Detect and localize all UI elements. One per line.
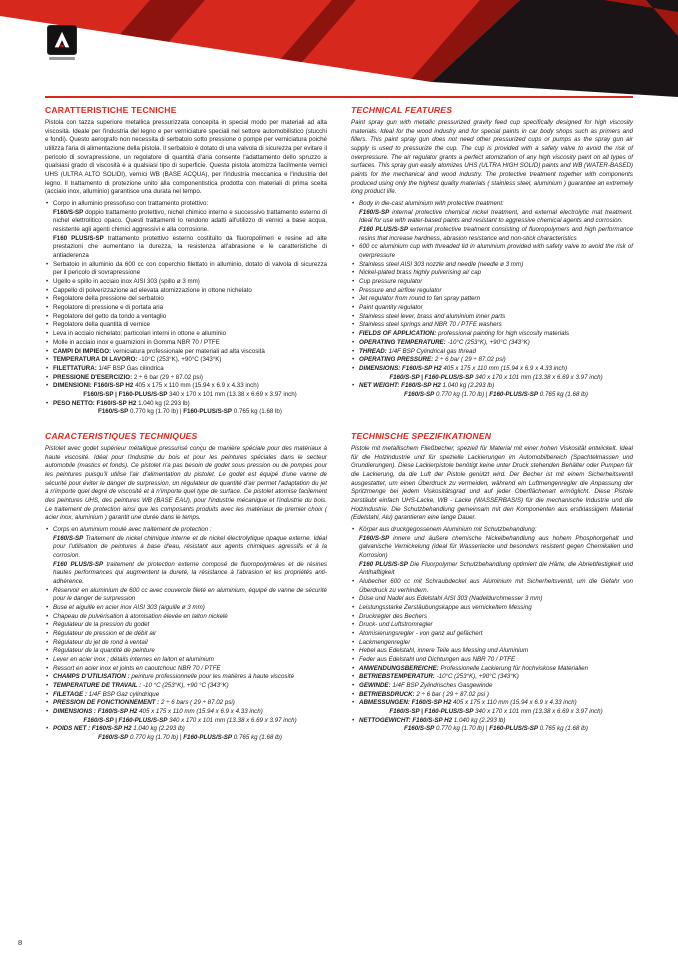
spec-text: Stainless steel springs and NBR 70 / PTFE washers — [359, 321, 502, 329]
spec-text: Jet regulator from round to fan spray pattern — [359, 295, 481, 303]
brand-logo-caption-bar — [49, 57, 75, 60]
bullet-marker: • — [46, 304, 49, 312]
spec-item — [45, 613, 327, 622]
spec-item — [351, 578, 633, 595]
spec-item — [351, 526, 633, 535]
spec-item — [351, 656, 633, 665]
section-english — [351, 104, 633, 417]
spec-text: Lever en acier inox ; détails internes en laiton et aluminium — [53, 656, 214, 664]
spec-text: FILETTATURA: 1/4F BSP Gas cilindrica — [53, 364, 164, 372]
section-intro: Pistolet avec godet supérieur métallique pressurisé conçu de manière spéciale pour des matériaux à haute viscosité. Idéal pour l'industrie du bois et pour les peintures spéciales dans le secteur automobile (mastics et fonds). Ce pistolet n'a pas besoin de godet sous pression ou de pompes pour les peintures puisqu'il utilise l'air d'alimentation du pistolet. Le godet est équipé d'une vanne de sécurité pour éviter le danger de surpression, un régulateur de quantité d'air permet l'adaptation du jet à n'importe quel degré de viscosité et à n'importe quel type de surface. Ce pistolet atomise facilement des peintures UHS, des peintures WB (BASE EAU), pour l'industrie mécanique et l'industrie du bois. Le traitement de protection ainsi que les composants produits avec les matériaux de premier choix ( acier inox, aluminium ) garantit une durée dans le temps. — [45, 444, 327, 522]
spec-item — [45, 400, 327, 409]
spec-item — [351, 682, 633, 691]
spec-text: PESO NETTO: F160/S-SP H2 1.040 kg (2.293 lb) — [53, 399, 190, 407]
spec-item — [351, 261, 633, 270]
spec-text: Réservoir en aluminium de 600 cc avec couvercle fileté en aluminium, équipé de vanne de sécurité pour le danger de surpression — [53, 586, 327, 603]
spec-text: F160/S-SP doppio trattamento protettivo, nichel chimico interno e successivo trattamento esterno di nichel elettrolitico opaco. Questi trattamenti lo rendono adatti all'utilizzo di vernici a base acqua, resistente agli agenti chimici aggressivi e alla corrosione. — [53, 208, 327, 234]
bullet-marker: • — [352, 690, 355, 698]
spec-item — [351, 356, 633, 365]
spec-item — [351, 269, 633, 278]
bullet-marker: • — [46, 690, 49, 698]
section-intro: Paint spray gun with metallic pressurized gravity feed cup specifically designed for high viscosity materials. Ideal for the wood industry and for special paints in car body shops such as primers and fillers. This paint spray gun does not need other pressurized cups or pumps as the spray gun air supply is used to pressurize the cup. The cup is provided with a safety valve to avoid the risk of overpressure. The air regulator grants a perfect atomization of any high viscosity paint on all types of surfaces. This spray gun easily atomizes UHS (ULTRA HIGH SOLID) paints and WB (WATER-BASED) paints for the mechanical and wood industry. The protective treatment together with components produced using only the highest quality materials ( stainless steel, aluminium ) guarantee an extremely long product life. — [351, 119, 633, 196]
spec-text: NETTOGEWICHT: F160/S-SP H2 1.040 kg (2.293 lb) — [359, 716, 506, 724]
bullet-marker: • — [352, 286, 355, 294]
bullet-marker: • — [46, 604, 49, 611]
spec-item — [45, 295, 327, 304]
spec-item — [351, 708, 633, 717]
bullet-marker: • — [352, 673, 355, 681]
spec-text: POIDS NET : F160/S-SP H2 1.040 kg (2.293 lb) — [53, 725, 185, 733]
spec-text: Lackmengenregler — [359, 638, 411, 646]
bullet-marker: • — [46, 673, 49, 681]
spec-text: Leva in acciaio nichelato; particolari interni in ottone e alluminio — [53, 330, 227, 338]
section-heading: CARACTERISTIQUES TECHNIQUES — [45, 430, 198, 441]
bullet-marker: • — [46, 525, 49, 533]
bullet-marker: • — [352, 716, 355, 724]
bullet-marker: • — [46, 260, 49, 268]
spec-item — [351, 365, 633, 374]
bullet-marker: • — [352, 347, 355, 355]
spec-item — [351, 604, 633, 613]
spec-item — [45, 682, 327, 691]
bullet-marker: • — [352, 612, 355, 620]
spec-item — [351, 295, 633, 304]
spec-item — [45, 356, 327, 365]
spec-text: OPERATING TEMPERATURE: -10°C (253°K), +90°C (343°K) — [359, 338, 530, 346]
bullet-marker: • — [352, 321, 355, 329]
spec-item — [45, 348, 327, 357]
spec-item — [351, 321, 633, 330]
bullet-marker: • — [46, 200, 49, 208]
spec-item — [45, 278, 327, 287]
spec-item — [45, 604, 327, 613]
spec-text: FIELDS OF APPLICATION: professional painting for high viscosity materials — [359, 330, 570, 338]
bullet-marker: • — [46, 382, 49, 390]
spec-text: Nickel-plated brass highly pulverising air cap — [359, 269, 482, 277]
bullet-marker: • — [46, 321, 49, 329]
spec-item — [351, 699, 633, 708]
spec-text: F160/S-SP 0.770 kg (1.70 lb) | F160-PLUS/S-SP 0.765 kg (1.68 lb) — [404, 725, 588, 733]
spec-item — [351, 647, 633, 656]
spec-text: Alubecher 600 cc mit Schraubdeckel aus Aluminium mit Sicherheitsventil, um die Gefahr von Überdruck zu verhindern. — [359, 577, 633, 594]
bullet-marker: • — [46, 338, 49, 346]
spec-list — [45, 526, 327, 743]
spec-text: ANWENDUNGSBEREICHE: Professionelle Lackierung für hochviskose Materialien — [359, 664, 589, 672]
spec-item — [45, 587, 327, 604]
spec-list — [351, 200, 633, 399]
bullet-marker: • — [352, 295, 355, 303]
bullet-marker: • — [46, 708, 49, 716]
spec-text: THREAD: 1/4F BSP Cylindrical gas thread — [359, 347, 476, 355]
section-intro: Pistola con tazza superiore metallica pressurizzata concepita in special modo per materiali ad alta viscosità. Ideale per l'industria del legno e per verniciature speciali nel settore automobilistico (stucchi e fondi). Questo aerografo non necessita di serbatoio sotto pressione o pompe per verniciatura poiché utilizza l'aria di alimentazione della pistola. Il serbatoio è dotato di una valvola di sicurezza per evitare il pericolo di sovrapressione, un regolatore di quantità d'aria consente l'adattamento dello spruzzo a qualsiasi grado di viscosità e a qualsiasi tipo di superficie. Questa pistola atomizza facilmente vernici UHS (ULTRA ALTO SOLIDI), vernici WB (BASE ACQUA), per l'industria meccanica e l'industria del legno. Il trattamento di protezione unito alla componentistica prodotta con materiali di prima scelta (acciaio inox, alluminio) garantisce una durata nel tempo. — [45, 119, 327, 196]
bullet-marker: • — [352, 656, 355, 664]
bullet-marker: • — [46, 699, 49, 707]
spec-item — [351, 278, 633, 287]
header-banner-decoration — [0, 0, 678, 100]
spec-item — [45, 708, 327, 717]
spec-text: TEMPERATURE DE TRAVAIL : -10 °C (253°K), +90 °C (343°K) — [53, 682, 229, 690]
bullet-marker: • — [352, 604, 355, 611]
spec-item — [351, 243, 633, 260]
spec-text: Régulateur de la quantité de peinture — [53, 647, 155, 655]
spec-text: 600 cc aluminium cup with threaded lid in aluminium provided with safety valve to avoid the risk of overpressure — [359, 243, 633, 260]
page-number: 8 — [18, 938, 23, 947]
spec-text: Ressort en acier inox et joints en caoutchouc NBR 70 / PTFE — [53, 664, 221, 672]
spec-item — [45, 321, 327, 330]
bullet-marker: • — [46, 295, 49, 303]
spec-item — [45, 330, 327, 339]
bullet-marker: • — [46, 373, 49, 381]
section-german — [351, 430, 633, 743]
bullet-marker: • — [46, 286, 49, 294]
spec-text: BETRIEBSDRUCK: 2 ÷ 6 bar ( 29 ÷ 87.02 psi ) — [359, 690, 489, 698]
spec-item — [351, 313, 633, 322]
spec-text: Stainless steel lever, brass and aluminium inner parts — [359, 312, 506, 320]
spec-text: Molle in acciaio inox e guarnizioni in Gomma NBR 70 / PTFE — [53, 338, 220, 346]
section-heading: TECHNICAL FEATURES — [351, 105, 453, 115]
bullet-marker: • — [46, 621, 49, 629]
spec-item — [351, 561, 633, 578]
spec-text: Corpo in alluminio pressofuso con trattamento protettivo: — [53, 200, 209, 208]
spec-item — [45, 665, 327, 674]
spec-text: Ugello e spillo in acciaio inox AISI 303 (spillo ø 3 mm) — [53, 278, 200, 286]
spec-text: Buse et aiguille en acier inox AISI 303 (aiguille ø 3 mm) — [53, 604, 205, 611]
spec-text: F160/S-SP innere und äußere chemische Nickelbehandlung aus hohem Phosphorgehalt und galvanische Vernickelung (ideal für Wasserlacke und besonders resistent gegen Chemikalien und Korrosion) — [359, 534, 633, 559]
bullet-marker: • — [46, 347, 49, 355]
spec-item — [351, 330, 633, 339]
spec-text: GEWINDE: 1/4F BSP Zylindrisches Gasgewinde — [359, 682, 493, 690]
spec-text: Stainless steel AISI 303 nozzle and needle (needle ø 3 mm) — [359, 260, 524, 268]
spec-text: Cappello di polverizzazione ad elevata atomizzazione in ottone nichelato — [53, 286, 252, 294]
spec-text: F160 PLUS/S-SP external protective treatment consisting of fluoropolymers and high performance resins that increase hardness, abrasion resistance and non-stick characteristics — [359, 226, 633, 242]
spec-item — [45, 647, 327, 656]
spec-item — [45, 287, 327, 296]
brand-emblem-icon — [51, 29, 73, 51]
spec-item — [351, 717, 633, 726]
bullet-marker: • — [46, 664, 49, 672]
bullet-marker: • — [352, 364, 355, 372]
spec-text: CAMPI DI IMPIEGO: verniciatura professionale per materiali ad alta viscosità — [53, 347, 265, 355]
spec-text: FILETAGE : 1/4F BSP Gaz cylindrique — [53, 690, 160, 698]
spec-text: CHAMPS D'UTILISATION : peinture professionnelle pour les matières à haute viscosité — [53, 673, 295, 681]
spec-item — [351, 630, 633, 639]
spec-text: F160/S-SP | F160-PLUS/S-SP 340 x 170 x 101 mm (13.38 x 6.69 x 3.97 inch) — [83, 390, 297, 398]
spec-item — [351, 382, 633, 391]
section-french — [45, 430, 327, 743]
spec-text: F160 PLUS/S-SP trattamento protettivo esterno costituito da fluoropolimeri e resine ad alte prestazioni che aumentano la durezza, la resistenza all'abrasione e le caratteristiche di antiaderenza — [53, 234, 327, 260]
spec-text: Cup pressure regulator — [359, 278, 423, 286]
spec-text: F160/S-SP 0.770 kg (1.70 lb) | F160-PLUS/S-SP 0.765 kg (1.68 lb) — [404, 390, 588, 398]
spec-text: Paint quantity regulator — [359, 304, 423, 312]
bullet-marker: • — [352, 647, 355, 655]
spec-text: NET WEIGHT: F160/S-SP H2 1.040 kg (2.293 lb) — [359, 382, 495, 390]
bullet-marker: • — [46, 656, 49, 664]
bullet-marker: • — [352, 699, 355, 707]
bullet-marker: • — [352, 638, 355, 646]
spec-item — [351, 391, 633, 400]
spec-text: Druckregler des Bechers — [359, 612, 428, 620]
spec-text: DIMENSIONS : F160/S-SP H2 405 x 175 x 110 mm (15.94 x 6.9 x 4.33 inch) — [53, 708, 263, 716]
spec-item — [351, 304, 633, 313]
spec-text: F160/S-SP | F160-PLUS/S-SP 340 x 170 x 101 mm (13.38 x 6.69 x 3.97 inch) — [389, 708, 603, 716]
bullet-marker: • — [46, 638, 49, 646]
bullet-marker: • — [352, 269, 355, 277]
bullet-marker: • — [352, 630, 355, 638]
spec-text: Regolatore della pressione del serbatoio — [53, 295, 164, 303]
spec-text: BETRIEBSTEMPERATUR: -10°C (253°K), +90°C (343°K) — [359, 673, 519, 681]
bullet-marker: • — [352, 260, 355, 268]
bullet-marker: • — [352, 312, 355, 320]
bullet-marker: • — [352, 200, 355, 208]
bullet-marker: • — [352, 338, 355, 346]
spec-item — [45, 382, 327, 391]
spec-item — [45, 699, 327, 708]
spec-text: Leistungsstarke Zerstäubungskappe aus vernickeltem Messing — [359, 604, 532, 611]
spec-text: Körper aus druckgegossenem Aluminium mit Schutzbehandlung: — [359, 525, 537, 533]
spec-item — [45, 526, 327, 535]
spec-item — [45, 261, 327, 278]
section-heading: CARATTERISTICHE TECNICHE — [45, 105, 177, 115]
spec-text: F160/S-SP | F160-PLUS/S-SP 340 x 170 x 101 mm (13.38 x 6.69 x 3.97 inch) — [389, 373, 603, 381]
spec-text: PRESSIONE D'ESERCIZIO: 2 ÷ 6 bar (29 ÷ 87.02 psi) — [53, 373, 203, 381]
spec-item — [45, 725, 327, 734]
bullet-marker: • — [352, 330, 355, 338]
bullet-marker: • — [352, 682, 355, 690]
bullet-marker: • — [352, 664, 355, 672]
spec-text: Regolatore della quantità di vernice — [53, 321, 150, 329]
bullet-marker: • — [352, 382, 355, 390]
spec-text: F160 PLUS/S-SP traitement de protection externe composé de fluoropolymères et de résines hautes performances qui augmentent la dureté, la résistance à l'abrasion et les propriétés anti-adhérence. — [53, 560, 327, 585]
bullet-marker: • — [46, 647, 49, 655]
spec-item — [351, 691, 633, 700]
spec-item — [351, 595, 633, 604]
spec-text: F160/S-SP 0.770 kg (1.70 lb) | F160-PLUS/S-SP 0.765 kg (1.68 lb) — [98, 408, 282, 416]
spec-text: DIMENSIONI: F160/S-SP H2 405 x 175 x 110 mm (15.94 x 6.9 x 4.33 inch) — [53, 382, 259, 390]
spec-item — [45, 235, 327, 261]
spec-text: Düse und Nadel aus Edelstahl AISI 303 (Nadeldurchmesser 3 mm) — [359, 595, 543, 603]
bullet-marker: • — [46, 364, 49, 372]
spec-text: DIMENSIONS: F160/S-SP H2 405 x 175 x 110 mm (15.94 x 6.9 x 4.33 inch) — [359, 364, 568, 372]
spec-text: Regolatore di pressione e di portata aria — [53, 304, 164, 312]
bullet-marker: • — [352, 243, 355, 251]
bullet-marker: • — [352, 595, 355, 603]
spec-text: Régulateur de pression et de débit air — [53, 630, 157, 638]
spec-item — [45, 304, 327, 313]
spec-text: Pressure and airflow regulator — [359, 286, 442, 294]
spec-text: F160/S-SP 0.770 kg (1.70 lb) | F160-PLUS/S-SP 0.765 kg (1.68 lb) — [98, 734, 282, 742]
bullet-marker: • — [46, 356, 49, 364]
spec-list — [351, 526, 633, 734]
spec-text: TEMPERATURA DI LAVORO: -10°C (253°K), +90°C (343°K) — [53, 356, 222, 364]
spec-item — [45, 535, 327, 561]
spec-item — [45, 374, 327, 383]
bullet-marker: • — [46, 586, 49, 594]
spec-text: ABMESSUNGEN: F160/S-SP H2 405 x 175 x 110 mm (15.94 x 6.9 x 4.33 inch) — [359, 699, 577, 707]
spec-text: Corps en aluminium moulé avec traitement de protection : — [53, 525, 212, 533]
spec-text: Druck- und Luftstromregler — [359, 621, 433, 629]
spec-text: PRESSION DE FONCTIONNEMENT : 2 ÷ 6 bars ( 29 ÷ 87.02 psi) — [53, 699, 235, 707]
section-italian — [45, 104, 327, 417]
spec-item — [45, 717, 327, 726]
spec-item — [45, 621, 327, 630]
spec-item — [351, 209, 633, 226]
bullet-marker: • — [46, 330, 49, 338]
spec-item — [351, 621, 633, 630]
spec-item — [45, 408, 327, 417]
spec-text: Feder aus Edelstahl und Dichtungen aus NBR 70 / PTFE — [359, 656, 516, 664]
brand-logo — [45, 25, 79, 60]
bullet-marker: • — [352, 525, 355, 533]
spec-text: F160/S-SP | F160-PLUS/S-SP 340 x 170 x 101 mm (13.38 x 6.69 x 3.97 inch) — [83, 716, 297, 724]
spec-item — [351, 287, 633, 296]
spec-item — [351, 200, 633, 209]
spec-item — [45, 365, 327, 374]
brand-logo-mark — [47, 25, 77, 55]
spec-text: F160/S-SP internal protective chemical nickel treatment, and external electrolytic mat treatment. Ideal for use with water-based paints and resistant to aggressive chemical agents and corrosion. — [359, 208, 633, 225]
spec-item — [351, 339, 633, 348]
bullet-marker: • — [46, 612, 49, 620]
bullet-marker: • — [46, 399, 49, 407]
bullet-marker: • — [46, 725, 49, 733]
content-grid — [45, 104, 633, 743]
spec-text: Body in die-cast aluminium with protective treatment: — [359, 200, 504, 208]
spec-item — [45, 200, 327, 209]
spec-item — [351, 665, 633, 674]
bullet-marker: • — [46, 682, 49, 690]
spec-item — [351, 673, 633, 682]
bullet-marker: • — [46, 278, 49, 286]
spec-text: Régulateur de la pression du godet — [53, 621, 150, 629]
spec-item — [45, 339, 327, 348]
section-heading: TECHNISCHE SPEZIFIKATIONEN — [351, 430, 492, 441]
bullet-marker: • — [352, 621, 355, 629]
spec-item — [45, 691, 327, 700]
bullet-marker: • — [46, 312, 49, 320]
spec-item — [45, 639, 327, 648]
spec-item — [45, 561, 327, 587]
spec-item — [351, 725, 633, 734]
spec-text: Chapeau de pulvérisation à atomisation élevée en laiton nickelé — [53, 612, 228, 620]
spec-item — [45, 630, 327, 639]
spec-text: Régulateur du jet de rond à ventail — [53, 638, 148, 646]
page-footer — [18, 938, 22, 947]
spec-list — [45, 200, 327, 417]
spec-item — [45, 673, 327, 682]
spec-text: F160 PLUS/S-SP Die Fluorpolymer Schutzbehandlung optimiert die Härte, die Abriebfestigkeit und Antihaftigkeit — [359, 560, 633, 577]
bullet-marker: • — [352, 304, 355, 312]
spec-item — [351, 639, 633, 648]
bullet-marker: • — [352, 577, 355, 585]
spec-text: OPERATING PRESSURE: 2 ÷ 6 bar ( 29 ÷ 87.02 psi) — [359, 356, 506, 364]
spec-item — [45, 209, 327, 235]
section-intro: Pistole mit metallischem Fließbecher, speziell für Material mit einer hohen Viskosität entwickelt. Ideal für die Holzindustrie und für spezielle Lackierungen im Automobilbereich (Spachtelmassen und Grundierungen). Diese Lackierpistole benötigt keine unter Druck stehenden Behälter oder Pumpen für die Lackierung, da die Luft der Pistole genützt wird. Der Becher ist mit einem Sicherheitsventil ausgestattet, um einen Überdruck zu vermeiden, während ein Luftmengenregler die Anpassung der Spritzmenge bei jedem Viskositätsgrad und auf jeder Oberflächenart ermöglicht. Diese Pistole zerstäubt einfach UHS-Lacke, WB - Lacke (WASSERBASIS) für die mechanische Industrie und die Holzindustrie. Die Schutzbehandlung gemeinsam mit den Komponenten aus erstklassigem Material (Edelstahl, Alu) garantieren eine lange Dauer. — [351, 444, 633, 522]
bullet-marker: • — [352, 356, 355, 364]
spec-item — [351, 535, 633, 561]
spec-item — [45, 391, 327, 400]
spec-item — [45, 656, 327, 665]
spec-item — [351, 374, 633, 383]
spec-text: Atomisierungsregler - von ganz auf gefächert — [359, 630, 483, 638]
spec-item — [45, 313, 327, 322]
spec-text: F160/S-SP Traitement de nickel chimique interne et de nickel électrolytique opaque externe. Idéal pour l'utilisation de peintures à base d'eau, résistant aux agents chimiques agressifs et à la corrosion. — [53, 534, 327, 559]
bullet-marker: • — [46, 630, 49, 638]
spec-text: Hebel aus Edelstahl, innere Teile aus Messing und Aluminium — [359, 647, 529, 655]
spec-item — [45, 734, 327, 743]
spec-item — [351, 613, 633, 622]
spec-text: Regolatore del getto da tondo a ventaglio — [53, 312, 167, 320]
bullet-marker: • — [352, 278, 355, 286]
spec-item — [351, 348, 633, 357]
spec-item — [351, 226, 633, 243]
spec-text: Serbatoio in alluminio da 600 cc con coperchio filettato in alluminio, dotato di valvola di sicurezza per il pericolo di sovrapressione — [53, 260, 327, 277]
